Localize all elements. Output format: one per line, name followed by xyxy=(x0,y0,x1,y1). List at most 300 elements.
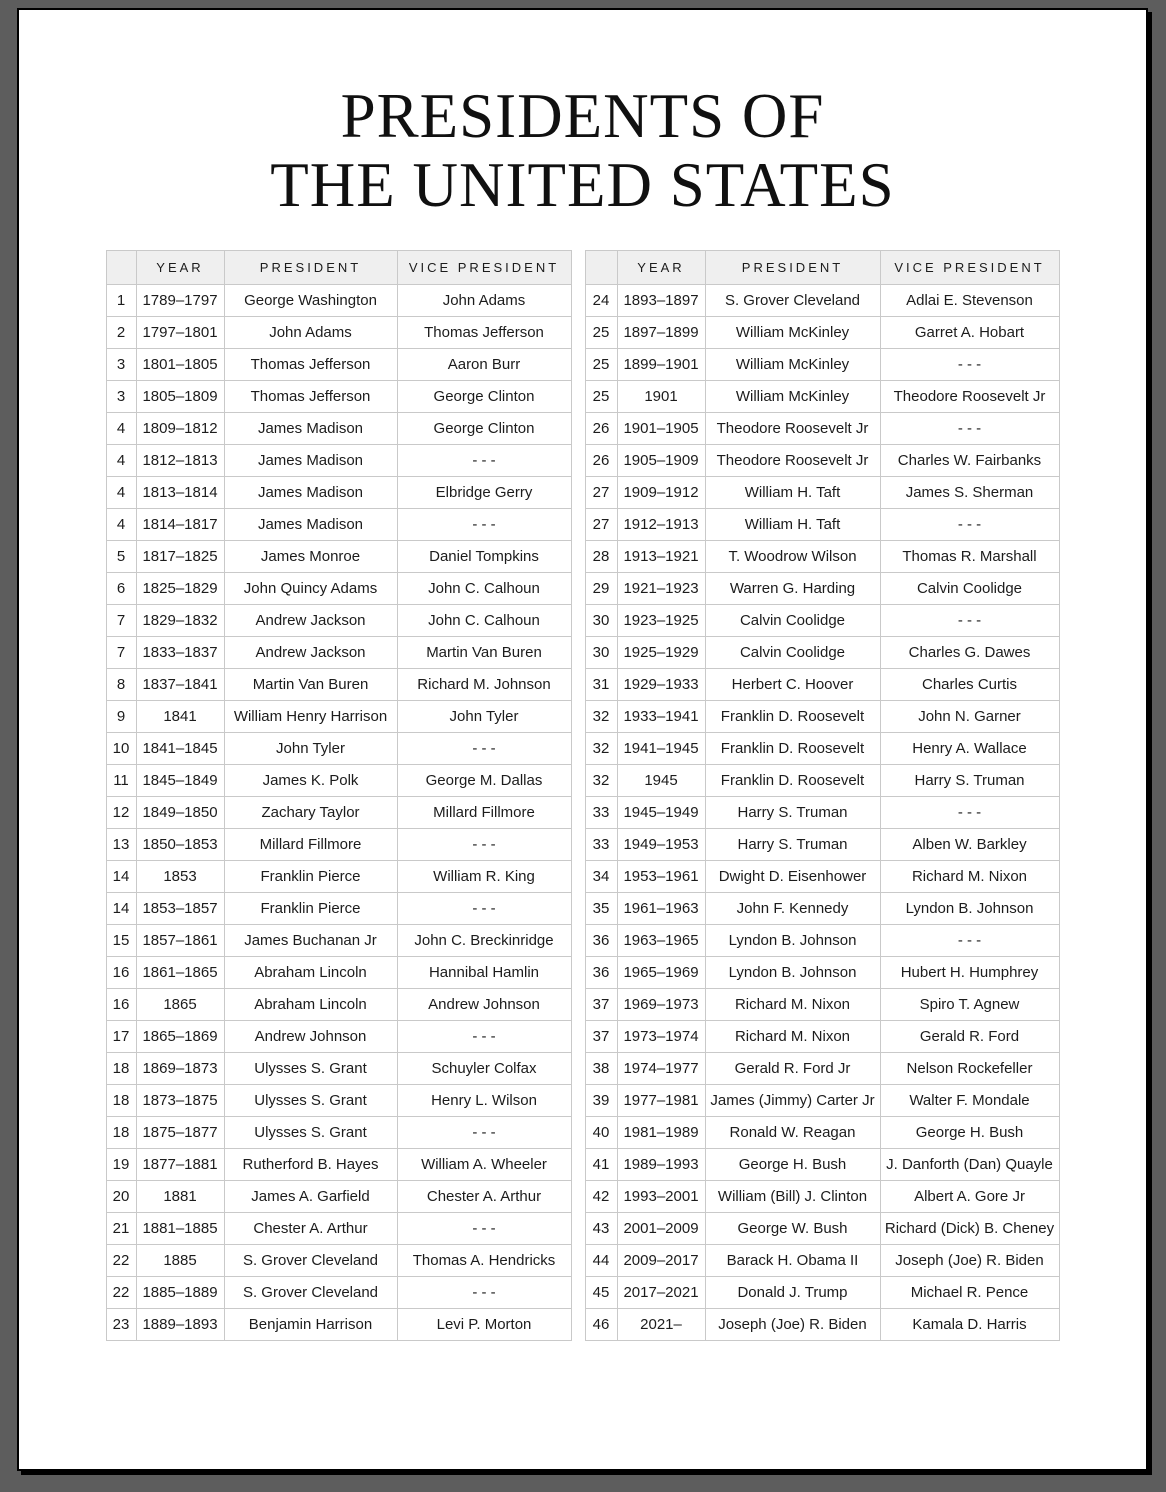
header-president: PRESIDENT xyxy=(224,251,397,285)
table-row xyxy=(585,317,1059,349)
cell-year: 1905–1909 xyxy=(617,445,705,477)
table-row xyxy=(106,733,571,765)
cell-president: Gerald R. Ford Jr xyxy=(705,1053,880,1085)
table-row xyxy=(585,1309,1059,1341)
presidents-table-right xyxy=(585,250,1060,1341)
cell-year: 1885 xyxy=(136,1245,224,1277)
table-row xyxy=(106,925,571,957)
cell-year: 1829–1832 xyxy=(136,605,224,637)
table-row xyxy=(585,541,1059,573)
cell-vice-president: Calvin Coolidge xyxy=(880,573,1059,605)
cell-president: Warren G. Harding xyxy=(705,573,880,605)
cell-president: Lyndon B. Johnson xyxy=(705,957,880,989)
table-row xyxy=(585,957,1059,989)
table-row xyxy=(585,829,1059,861)
cell-vice-president: William R. King xyxy=(397,861,571,893)
table-row xyxy=(585,1085,1059,1117)
cell-vice-president: Richard M. Johnson xyxy=(397,669,571,701)
cell-year: 1912–1913 xyxy=(617,509,705,541)
cell-number: 28 xyxy=(585,541,617,573)
cell-year: 1873–1875 xyxy=(136,1085,224,1117)
cell-president: S. Grover Cleveland xyxy=(705,285,880,317)
cell-year: 1881 xyxy=(136,1181,224,1213)
cell-president: William McKinley xyxy=(705,349,880,381)
cell-year: 1901 xyxy=(617,381,705,413)
table-row xyxy=(585,381,1059,413)
cell-vice-president: John C. Breckinridge xyxy=(397,925,571,957)
cell-year: 1865 xyxy=(136,989,224,1021)
cell-vice-president: Alben W. Barkley xyxy=(880,829,1059,861)
table-row xyxy=(585,1277,1059,1309)
cell-number: 24 xyxy=(585,285,617,317)
cell-year: 1953–1961 xyxy=(617,861,705,893)
cell-number: 27 xyxy=(585,509,617,541)
cell-year: 1909–1912 xyxy=(617,477,705,509)
table-row xyxy=(106,861,571,893)
cell-number: 2 xyxy=(106,317,136,349)
table-row xyxy=(585,1181,1059,1213)
cell-vice-president: Charles Curtis xyxy=(880,669,1059,701)
cell-number: 30 xyxy=(585,637,617,669)
table-row xyxy=(585,1021,1059,1053)
cell-president: Martin Van Buren xyxy=(224,669,397,701)
table-row xyxy=(585,509,1059,541)
cell-president: Franklin Pierce xyxy=(224,861,397,893)
cell-number: 35 xyxy=(585,893,617,925)
table-row xyxy=(106,285,571,317)
cell-number: 32 xyxy=(585,701,617,733)
cell-vice-president: Andrew Johnson xyxy=(397,989,571,1021)
cell-vice-president: Hannibal Hamlin xyxy=(397,957,571,989)
cell-president: Harry S. Truman xyxy=(705,829,880,861)
table-row xyxy=(585,701,1059,733)
cell-year: 1963–1965 xyxy=(617,925,705,957)
cell-president: William (Bill) J. Clinton xyxy=(705,1181,880,1213)
table-header-right xyxy=(585,251,1059,285)
table-row xyxy=(585,1149,1059,1181)
cell-vice-president: John Adams xyxy=(397,285,571,317)
cell-number: 16 xyxy=(106,957,136,989)
cell-year: 1877–1881 xyxy=(136,1149,224,1181)
cell-number: 4 xyxy=(106,477,136,509)
table-row xyxy=(106,797,571,829)
cell-number: 20 xyxy=(106,1181,136,1213)
cell-number: 33 xyxy=(585,797,617,829)
presidents-table-left xyxy=(106,250,572,1341)
cell-year: 1989–1993 xyxy=(617,1149,705,1181)
cell-year: 1949–1953 xyxy=(617,829,705,861)
table-header-row xyxy=(106,251,571,285)
cell-president: Andrew Jackson xyxy=(224,605,397,637)
cell-number: 13 xyxy=(106,829,136,861)
cell-number: 18 xyxy=(106,1117,136,1149)
cell-president: William H. Taft xyxy=(705,477,880,509)
table-row xyxy=(106,1085,571,1117)
cell-year: 1945 xyxy=(617,765,705,797)
table-row xyxy=(585,733,1059,765)
cell-year: 1805–1809 xyxy=(136,381,224,413)
page-title-line-2: THE UNITED STATES xyxy=(270,149,895,220)
cell-number: 17 xyxy=(106,1021,136,1053)
cell-year: 1809–1812 xyxy=(136,413,224,445)
cell-president: William McKinley xyxy=(705,317,880,349)
table-row xyxy=(585,765,1059,797)
cell-number: 32 xyxy=(585,765,617,797)
cell-number: 26 xyxy=(585,445,617,477)
cell-vice-president: Millard Fillmore xyxy=(397,797,571,829)
cell-year: 1933–1941 xyxy=(617,701,705,733)
cell-president: S. Grover Cleveland xyxy=(224,1245,397,1277)
cell-president: John Quincy Adams xyxy=(224,573,397,605)
cell-vice-president: John C. Calhoun xyxy=(397,573,571,605)
table-row xyxy=(106,1053,571,1085)
cell-number: 23 xyxy=(106,1309,136,1341)
cell-vice-president: Hubert H. Humphrey xyxy=(880,957,1059,989)
cell-year: 1929–1933 xyxy=(617,669,705,701)
cell-year: 1901–1905 xyxy=(617,413,705,445)
table-row xyxy=(585,797,1059,829)
cell-vice-president: George Clinton xyxy=(397,413,571,445)
cell-year: 1857–1861 xyxy=(136,925,224,957)
table-row xyxy=(585,1053,1059,1085)
table-row xyxy=(585,477,1059,509)
page-title-line-1: PRESIDENTS OF xyxy=(340,81,825,151)
cell-president: George Washington xyxy=(224,285,397,317)
cell-year: 2021– xyxy=(617,1309,705,1341)
table-row xyxy=(106,573,571,605)
header-number xyxy=(585,251,617,285)
cell-number: 22 xyxy=(106,1277,136,1309)
cell-number: 44 xyxy=(585,1245,617,1277)
cell-number: 22 xyxy=(106,1245,136,1277)
cell-president: George W. Bush xyxy=(705,1213,880,1245)
cell-vice-president: Charles G. Dawes xyxy=(880,637,1059,669)
cell-year: 1865–1869 xyxy=(136,1021,224,1053)
cell-president: Abraham Lincoln xyxy=(224,989,397,1021)
table-row xyxy=(106,413,571,445)
cell-year: 1853–1857 xyxy=(136,893,224,925)
table-row xyxy=(106,541,571,573)
table-header-row xyxy=(585,251,1059,285)
cell-president: James Monroe xyxy=(224,541,397,573)
table-row xyxy=(585,605,1059,637)
cell-number: 14 xyxy=(106,861,136,893)
cell-president: George H. Bush xyxy=(705,1149,880,1181)
cell-president: James Madison xyxy=(224,445,397,477)
cell-vice-president: - - - xyxy=(397,1117,571,1149)
table-row xyxy=(106,1277,571,1309)
cell-vice-president: Albert A. Gore Jr xyxy=(880,1181,1059,1213)
cell-vice-president: Richard (Dick) B. Cheney xyxy=(880,1213,1059,1245)
cell-president: Calvin Coolidge xyxy=(705,637,880,669)
cell-president: Ronald W. Reagan xyxy=(705,1117,880,1149)
cell-president: Harry S. Truman xyxy=(705,797,880,829)
cell-number: 32 xyxy=(585,733,617,765)
cell-year: 2009–2017 xyxy=(617,1245,705,1277)
cell-number: 31 xyxy=(585,669,617,701)
cell-vice-president: - - - xyxy=(397,829,571,861)
cell-vice-president: Walter F. Mondale xyxy=(880,1085,1059,1117)
cell-year: 1841–1845 xyxy=(136,733,224,765)
cell-vice-president: Thomas A. Hendricks xyxy=(397,1245,571,1277)
cell-president: Ulysses S. Grant xyxy=(224,1053,397,1085)
cell-vice-president: - - - xyxy=(880,605,1059,637)
cell-year: 2017–2021 xyxy=(617,1277,705,1309)
table-row xyxy=(585,1117,1059,1149)
cell-vice-president: Henry A. Wallace xyxy=(880,733,1059,765)
cell-president: Ulysses S. Grant xyxy=(224,1117,397,1149)
cell-president: Millard Fillmore xyxy=(224,829,397,861)
cell-president: Zachary Taylor xyxy=(224,797,397,829)
cell-year: 1941–1945 xyxy=(617,733,705,765)
cell-vice-president: Thomas Jefferson xyxy=(397,317,571,349)
table-row xyxy=(106,445,571,477)
cell-number: 11 xyxy=(106,765,136,797)
cell-year: 1897–1899 xyxy=(617,317,705,349)
cell-vice-president: Charles W. Fairbanks xyxy=(880,445,1059,477)
cell-president: James Madison xyxy=(224,413,397,445)
cell-vice-president: - - - xyxy=(880,413,1059,445)
cell-vice-president: Henry L. Wilson xyxy=(397,1085,571,1117)
cell-number: 38 xyxy=(585,1053,617,1085)
cell-number: 6 xyxy=(106,573,136,605)
cell-number: 41 xyxy=(585,1149,617,1181)
cell-number: 18 xyxy=(106,1053,136,1085)
cell-president: Franklin D. Roosevelt xyxy=(705,765,880,797)
cell-number: 10 xyxy=(106,733,136,765)
cell-number: 25 xyxy=(585,317,617,349)
cell-number: 1 xyxy=(106,285,136,317)
cell-number: 3 xyxy=(106,381,136,413)
cell-vice-president: - - - xyxy=(397,1277,571,1309)
cell-year: 1885–1889 xyxy=(136,1277,224,1309)
cell-president: Rutherford B. Hayes xyxy=(224,1149,397,1181)
cell-vice-president: Harry S. Truman xyxy=(880,765,1059,797)
cell-year: 2001–2009 xyxy=(617,1213,705,1245)
table-body-left xyxy=(106,285,571,1341)
cell-vice-president: Daniel Tompkins xyxy=(397,541,571,573)
cell-president: James Madison xyxy=(224,477,397,509)
cell-year: 1853 xyxy=(136,861,224,893)
table-row xyxy=(106,957,571,989)
header-number xyxy=(106,251,136,285)
cell-vice-president: Spiro T. Agnew xyxy=(880,989,1059,1021)
cell-vice-president: George Clinton xyxy=(397,381,571,413)
cell-president: John Adams xyxy=(224,317,397,349)
table-row xyxy=(585,989,1059,1021)
table-row xyxy=(585,285,1059,317)
cell-number: 4 xyxy=(106,413,136,445)
cell-year: 1945–1949 xyxy=(617,797,705,829)
cell-year: 1814–1817 xyxy=(136,509,224,541)
cell-number: 19 xyxy=(106,1149,136,1181)
cell-vice-president: - - - xyxy=(880,925,1059,957)
table-row xyxy=(106,509,571,541)
cell-president: S. Grover Cleveland xyxy=(224,1277,397,1309)
cell-president: Ulysses S. Grant xyxy=(224,1085,397,1117)
cell-number: 7 xyxy=(106,637,136,669)
cell-vice-president: - - - xyxy=(397,893,571,925)
cell-vice-president: Richard M. Nixon xyxy=(880,861,1059,893)
cell-number: 46 xyxy=(585,1309,617,1341)
cell-president: Andrew Jackson xyxy=(224,637,397,669)
table-row xyxy=(106,605,571,637)
table-row xyxy=(585,445,1059,477)
header-year: YEAR xyxy=(136,251,224,285)
cell-number: 45 xyxy=(585,1277,617,1309)
table-row xyxy=(106,1181,571,1213)
header-vice-president: VICE PRESIDENT xyxy=(397,251,571,285)
table-row xyxy=(106,989,571,1021)
cell-president: Thomas Jefferson xyxy=(224,349,397,381)
cell-vice-president: Lyndon B. Johnson xyxy=(880,893,1059,925)
cell-number: 40 xyxy=(585,1117,617,1149)
cell-vice-president: - - - xyxy=(397,445,571,477)
table-row xyxy=(106,1021,571,1053)
cell-president: Theodore Roosevelt Jr xyxy=(705,445,880,477)
cell-number: 34 xyxy=(585,861,617,893)
table-row xyxy=(585,893,1059,925)
cell-president: T. Woodrow Wilson xyxy=(705,541,880,573)
cell-vice-president: John C. Calhoun xyxy=(397,605,571,637)
cell-vice-president: - - - xyxy=(880,349,1059,381)
cell-president: William McKinley xyxy=(705,381,880,413)
table-row xyxy=(585,1245,1059,1277)
cell-number: 36 xyxy=(585,957,617,989)
cell-president: Franklin D. Roosevelt xyxy=(705,733,880,765)
table-row xyxy=(106,1213,571,1245)
cell-year: 1965–1969 xyxy=(617,957,705,989)
cell-year: 1833–1837 xyxy=(136,637,224,669)
cell-president: James A. Garfield xyxy=(224,1181,397,1213)
cell-number: 21 xyxy=(106,1213,136,1245)
cell-year: 1893–1897 xyxy=(617,285,705,317)
cell-year: 1861–1865 xyxy=(136,957,224,989)
cell-year: 1845–1849 xyxy=(136,765,224,797)
tables-container xyxy=(19,250,1146,1341)
cell-number: 8 xyxy=(106,669,136,701)
cell-year: 1925–1929 xyxy=(617,637,705,669)
cell-vice-president: J. Danforth (Dan) Quayle xyxy=(880,1149,1059,1181)
cell-year: 1801–1805 xyxy=(136,349,224,381)
cell-year: 1812–1813 xyxy=(136,445,224,477)
cell-year: 1961–1963 xyxy=(617,893,705,925)
table-row xyxy=(585,349,1059,381)
cell-vice-president: Adlai E. Stevenson xyxy=(880,285,1059,317)
cell-president: James K. Polk xyxy=(224,765,397,797)
cell-year: 1973–1974 xyxy=(617,1021,705,1053)
cell-president: Richard M. Nixon xyxy=(705,1021,880,1053)
cell-vice-president: Gerald R. Ford xyxy=(880,1021,1059,1053)
cell-vice-president: Kamala D. Harris xyxy=(880,1309,1059,1341)
cell-number: 15 xyxy=(106,925,136,957)
cell-vice-president: Chester A. Arthur xyxy=(397,1181,571,1213)
cell-number: 43 xyxy=(585,1213,617,1245)
cell-year: 1981–1989 xyxy=(617,1117,705,1149)
cell-vice-president: James S. Sherman xyxy=(880,477,1059,509)
cell-president: Barack H. Obama II xyxy=(705,1245,880,1277)
cell-number: 26 xyxy=(585,413,617,445)
cell-president: Benjamin Harrison xyxy=(224,1309,397,1341)
cell-number: 27 xyxy=(585,477,617,509)
cell-vice-president: John N. Garner xyxy=(880,701,1059,733)
cell-vice-president: Aaron Burr xyxy=(397,349,571,381)
cell-vice-president: - - - xyxy=(397,733,571,765)
table-row xyxy=(106,1309,571,1341)
table-row xyxy=(106,829,571,861)
cell-year: 1837–1841 xyxy=(136,669,224,701)
table-row xyxy=(585,669,1059,701)
cell-vice-president: Theodore Roosevelt Jr xyxy=(880,381,1059,413)
cell-president: Donald J. Trump xyxy=(705,1277,880,1309)
table-row xyxy=(106,637,571,669)
cell-year: 1889–1893 xyxy=(136,1309,224,1341)
cell-vice-president: John Tyler xyxy=(397,701,571,733)
cell-president: Thomas Jefferson xyxy=(224,381,397,413)
cell-number: 4 xyxy=(106,445,136,477)
cell-year: 1921–1923 xyxy=(617,573,705,605)
cell-president: Joseph (Joe) R. Biden xyxy=(705,1309,880,1341)
cell-vice-president: Schuyler Colfax xyxy=(397,1053,571,1085)
cell-year: 1913–1921 xyxy=(617,541,705,573)
cell-president: Herbert C. Hoover xyxy=(705,669,880,701)
cell-number: 4 xyxy=(106,509,136,541)
cell-year: 1869–1873 xyxy=(136,1053,224,1085)
cell-president: John Tyler xyxy=(224,733,397,765)
header-vice-president: VICE PRESIDENT xyxy=(880,251,1059,285)
table-row xyxy=(585,413,1059,445)
cell-vice-president: Thomas R. Marshall xyxy=(880,541,1059,573)
cell-number: 37 xyxy=(585,989,617,1021)
cell-number: 12 xyxy=(106,797,136,829)
cell-president: Calvin Coolidge xyxy=(705,605,880,637)
cell-president: Richard M. Nixon xyxy=(705,989,880,1021)
table-row xyxy=(106,1149,571,1181)
cell-number: 25 xyxy=(585,349,617,381)
cell-vice-president: - - - xyxy=(880,797,1059,829)
cell-president: William Henry Harrison xyxy=(224,701,397,733)
cell-year: 1977–1981 xyxy=(617,1085,705,1117)
cell-president: Andrew Johnson xyxy=(224,1021,397,1053)
cell-number: 7 xyxy=(106,605,136,637)
cell-number: 29 xyxy=(585,573,617,605)
table-row xyxy=(106,669,571,701)
cell-vice-president: - - - xyxy=(397,1021,571,1053)
table-row xyxy=(106,701,571,733)
table-row xyxy=(106,349,571,381)
cell-vice-president: Levi P. Morton xyxy=(397,1309,571,1341)
cell-president: Franklin D. Roosevelt xyxy=(705,701,880,733)
cell-vice-president: George M. Dallas xyxy=(397,765,571,797)
cell-year: 1817–1825 xyxy=(136,541,224,573)
cell-number: 30 xyxy=(585,605,617,637)
cell-number: 33 xyxy=(585,829,617,861)
table-body-right xyxy=(585,285,1059,1341)
cell-year: 1974–1977 xyxy=(617,1053,705,1085)
page-title xyxy=(19,82,1146,219)
cell-president: Chester A. Arthur xyxy=(224,1213,397,1245)
table-row xyxy=(585,1213,1059,1245)
cell-number: 9 xyxy=(106,701,136,733)
cell-vice-president: Michael R. Pence xyxy=(880,1277,1059,1309)
cell-number: 39 xyxy=(585,1085,617,1117)
cell-year: 1841 xyxy=(136,701,224,733)
table-row xyxy=(106,381,571,413)
cell-president: James Buchanan Jr xyxy=(224,925,397,957)
table-row xyxy=(106,1245,571,1277)
cell-president: James (Jimmy) Carter Jr xyxy=(705,1085,880,1117)
cell-year: 1797–1801 xyxy=(136,317,224,349)
